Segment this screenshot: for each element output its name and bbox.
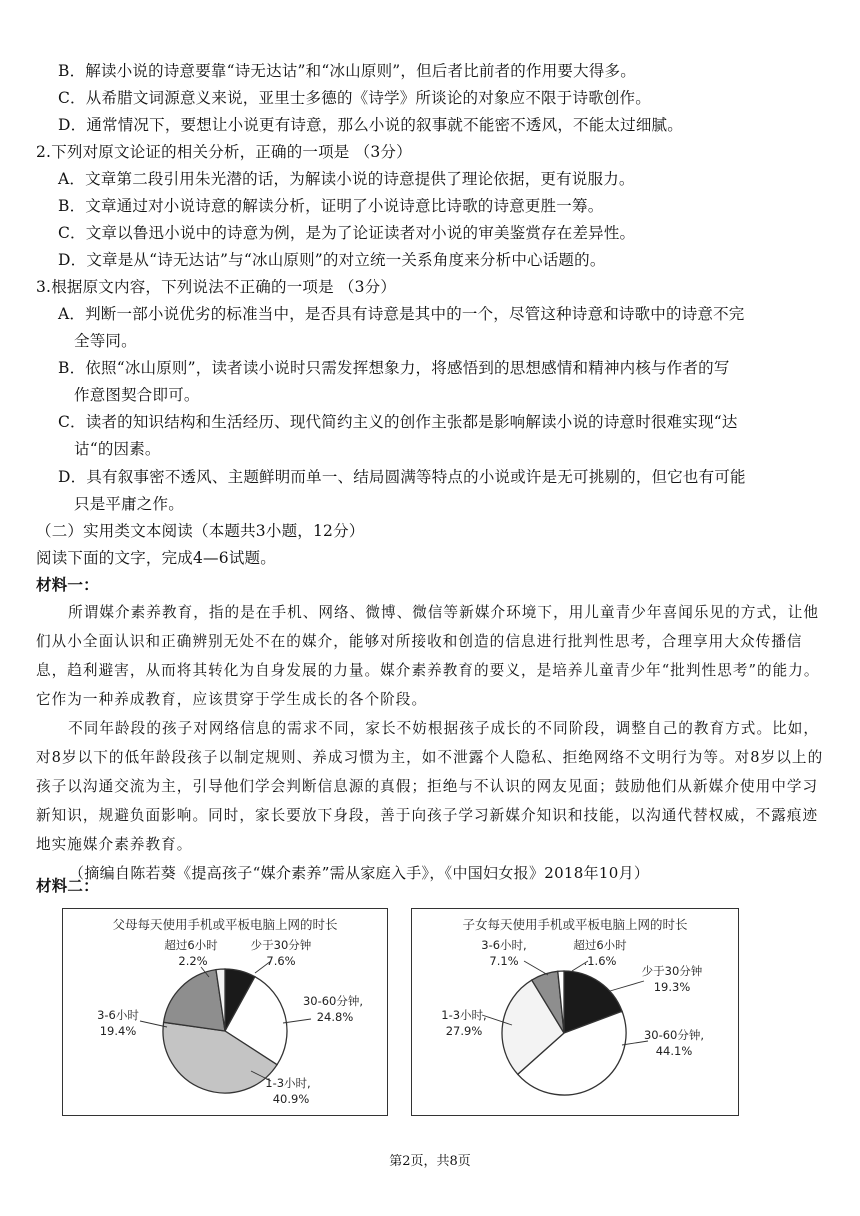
q3-option-c-line2: 诂“的因素。 [74, 440, 161, 458]
material-2-label: 材料二： [36, 876, 99, 895]
q1-option-b: B．解读小说的诗意要靠“诗无达诂”和“冰山原则”，但后者比前者的作用要大得多。 [58, 62, 636, 80]
q2-option-c: C．文章以鲁迅小说中的诗意为例，是为了论证读者对小说的审美鉴赏存在差异性。 [58, 224, 636, 242]
slice-category-label: 3-6小时, [481, 938, 527, 952]
children-pie-svg [412, 909, 738, 1115]
pie-slice [164, 970, 225, 1031]
slice-value-label: .1.6% [583, 954, 617, 968]
chart-title: 父母每天使用手机或平板电脑上网的时长 [112, 917, 338, 932]
slice-value-label: 44.1% [655, 1044, 693, 1058]
slice-category-label: 3-6小时 [97, 1008, 139, 1022]
material-1-paragraph-1: 所谓媒介素养教育，指的是在手机、网络、微博、微信等新媒介环境下，用儿童青少年喜闻乐见的方式，让他们从小全面认识和正确辨别无处不在的媒介，能够对所接收和创造的信息进行批判性思考，合理享用大众传播信息，趋利避害，从而将其转化为自身发展的力量。媒介素养教育的要义，是培养儿童青少年“批判性思考”的能力。它作为一种养成教育，应该贯穿于学生成长的各个阶段。 [36, 604, 820, 708]
section-heading: （二）实用类文本阅读（本题共3小题，12分） [36, 522, 365, 540]
material-1-source: （摘编自陈若葵《提高孩子“媒介素养”需从家庭入手》，《中国妇女报》2018年10月） [69, 864, 650, 882]
q2-option-d: D．文章是从“诗无达诂”与“冰山原则”的对立统一关系角度来分析中心话题的。 [58, 251, 606, 269]
slice-leader-line [610, 981, 644, 991]
q3-option-a-line2: 全等同。 [74, 332, 137, 350]
section-instruction: 阅读下面的文字，完成4—6试题。 [36, 549, 276, 567]
q3-option-b-line1: B．依照“冰山原则”，读者读小说时只需发挥想象力，将感悟到的思想感情和精神内核与作者的写 [58, 359, 730, 377]
children-pie-chart [411, 908, 739, 1116]
slice-leader-line [283, 1019, 311, 1023]
slice-value-label: 27.9% [445, 1024, 483, 1038]
slice-category-label: 1-3小时, [441, 1008, 487, 1022]
slice-category-label: 超过6小时 [164, 938, 218, 952]
q3-option-a-line1: A．判断一部小说优劣的标准当中，是否具有诗意是其中的一个，尽管这种诗意和诗歌中的诗意不完 [58, 305, 745, 323]
chart-title: 子女每天使用手机或平板电脑上网的时长 [462, 917, 688, 932]
q2-stem: 2.下列对原文论证的相关分析，正确的一项是 （3分） [36, 143, 412, 161]
slice-category-label: 30-60分钟, [643, 1028, 705, 1042]
q1-option-c: C．从希腊文词源意义来说，亚里士多德的《诗学》所谈论的对象应不限于诗歌创作。 [58, 89, 651, 107]
page-footer: 第2页，共8页 [389, 1154, 471, 1169]
material-1-label: 材料一： [36, 575, 99, 594]
slice-leader-line [524, 961, 548, 975]
slice-value-label: 7.6% [266, 954, 296, 968]
parents-pie-svg [63, 909, 387, 1115]
slice-value-label: 2.2% [178, 954, 208, 968]
slice-value-label: 19.4% [99, 1024, 137, 1038]
q3-option-c-line1: C．读者的知识结构和生活经历、现代简约主义的创作主张都是影响解读小说的诗意时很难实现“达 [58, 413, 738, 431]
q1-option-d: D．通常情况下，要想让小说更有诗意，那么小说的叙事就不能密不透风，不能太过细腻。 [58, 116, 683, 134]
q3-option-d-line2: 只是平庸之作。 [74, 495, 184, 513]
q2-option-a: A．文章第二段引用朱光潜的话，为解读小说的诗意提供了理论依据，更有说服力。 [58, 170, 635, 188]
q2-option-b: B．文章通过对小说诗意的解读分析，证明了小说诗意比诗歌的诗意更胜一筹。 [58, 197, 604, 215]
material-1-body [36, 598, 832, 888]
slice-category-label: 少于30分钟 [250, 938, 312, 952]
material-1-paragraph-2: 不同年龄段的孩子对网络信息的需求不同，家长不妨根据孩子成长的不同阶段，调整自己的教育方式。比如，对8岁以下的低年龄段孩子以制定规则、养成习惯为主，如不泄露个人隐私、拒绝网络不文明行为等。对8岁以上的孩子以沟通交流为主，引导他们学会判断信息源的真假；拒绝与不认识的网友见面；鼓励他们从新媒介使用中学习新知识，规避负面影响。同时，家长要放下身段，善于向孩子学习新媒介知识和技能，以沟通代替权威，不露痕迹地实施媒介素养教育。 [36, 720, 824, 853]
parents-pie-chart [62, 908, 388, 1116]
slice-value-label: 7.1% [489, 954, 519, 968]
slice-value-label: 40.9% [272, 1092, 310, 1106]
q3-option-b-line2: 作意图契合即可。 [74, 386, 200, 404]
slice-category-label: 1-3小时, [265, 1076, 311, 1090]
slice-category-label: 30-60分钟, [302, 994, 364, 1008]
slice-value-label: 19.3% [653, 980, 691, 994]
q3-stem: 3.根据原文内容，下列说法不正确的一项是 （3分） [36, 278, 397, 296]
slice-category-label: 超过6小时 [573, 938, 627, 952]
slice-category-label: 少于30分钟 [641, 964, 703, 978]
q3-option-d-line1: D．具有叙事密不透风、主题鲜明而单一、结局圆满等特点的小说或许是无可挑剔的，但它也有可能 [58, 468, 746, 486]
slice-value-label: 24.8% [316, 1010, 354, 1024]
